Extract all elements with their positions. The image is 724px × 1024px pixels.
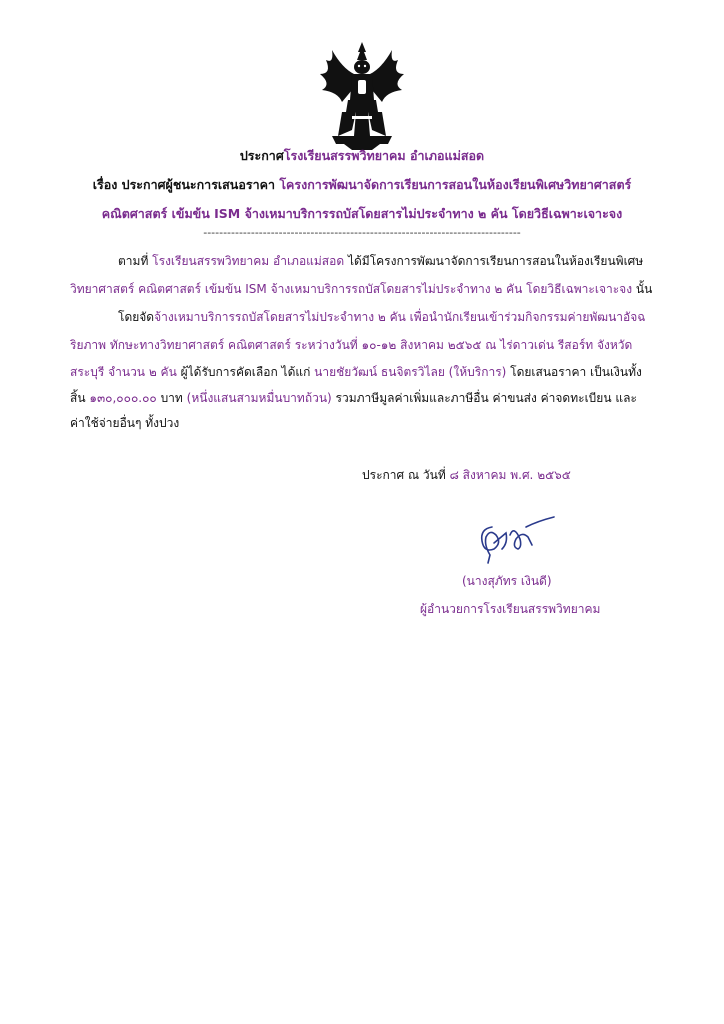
paragraph-2-line-1 [118, 308, 645, 327]
paragraph-2-line-2: ริยภาพ ทักษะทางวิทยาศาสตร์ คณิตศาสตร์ ระหว่างวันที่ ๑๐-๑๒ สิงหาคม ๒๕๖๕ ณ ไร่ดาวเด่น รีสอร์ท จังหวัด [70, 338, 633, 352]
paragraph-1-line-2 [70, 280, 652, 299]
text-span: โดยเสนอราคา เป็นเงินทั้ง [506, 365, 642, 379]
service-description: จ้างเหมาบริการรถบัสโดยสารไม่ประจำทาง ๒ คัน เพื่อนำนักเรียนเข้าร่วมกิจกรรมค่ายพัฒนาอัจฉ [154, 310, 646, 324]
text-span: สิ้น [70, 391, 90, 405]
text-span: ผู้ได้รับการคัดเลือก ได้แก่ [176, 365, 315, 379]
paragraph-2-line-4 [70, 389, 637, 408]
text-span: นั้น [632, 282, 653, 296]
project-name-inline: วิทยาศาสตร์ คณิตศาสตร์ เข้มข้น ISM จ้างเหมาบริการรถบัสโดยสารไม่ประจำทาง ๒ คัน โดยวิธีเฉพาะเจาะจง [70, 282, 633, 296]
subject-label: เรื่อง ประกาศผู้ชนะการเสนอราคา [92, 177, 275, 192]
price-in-words: (หนึ่งแสนสามหมื่นบาทถ้วน) [186, 391, 332, 405]
announcement-date [362, 466, 571, 485]
quantity-text: สระบุรี จำนวน ๒ คัน [70, 365, 177, 379]
school-name: โรงเรียนสรรพวิทยาคม อำเภอแม่สอด [283, 148, 485, 163]
text-span: โดยจัด [118, 310, 155, 324]
subject-project: โครงการพัฒนาจัดการเรียนการสอนในห้องเรียนพิเศษวิทยาศาสตร์ [279, 177, 632, 192]
price-amount: ๑๓๐,๐๐๐.๐๐ [89, 391, 157, 405]
date-value: ๘ สิงหาคม พ.ศ. ๒๕๖๕ [449, 468, 571, 482]
school-name-inline: โรงเรียนสรรพวิทยาคม อำเภอแม่สอด [152, 254, 345, 268]
text-span: ตามที่ [118, 254, 153, 268]
text-span: รวมภาษีมูลค่าเพิ่มและภาษีอื่น ค่าขนส่ง ค่าจดทะเบียน และ [331, 391, 637, 405]
date-label: ประกาศ ณ วันที่ [362, 468, 450, 482]
signature-icon [472, 515, 562, 565]
signer-name: (นางสุภัทร เงินดี) [462, 574, 552, 588]
divider: -------------------------------------------------------------------------------- [203, 226, 521, 239]
paragraph-1-line-1 [118, 252, 643, 271]
paragraph-2-line-5: ค่าใช้จ่ายอื่นๆ ทั้งปวง [70, 416, 180, 430]
signer-title: ผู้อำนวยการโรงเรียนสรรพวิทยาคม [420, 602, 601, 616]
subject-line-2: คณิตศาสตร์ เข้มข้น ISM จ้างเหมาบริการรถบัสโดยสารไม่ประจำทาง ๒ คัน โดยวิธีเฉพาะเจาะจง [101, 206, 623, 221]
text-span: ได้มีโครงการพัฒนาจัดการเรียนการสอนในห้องเรียนพิเศษ [344, 254, 644, 268]
title-prefix: ประกาศ [239, 148, 284, 163]
text-span: บาท [156, 391, 187, 405]
garuda-emblem-icon [312, 40, 412, 152]
announcement-title [20, 146, 704, 166]
subject-line-1 [20, 175, 704, 195]
winner-name: นายชัยวัฒน์ ธนจิตรวิไลย (ให้บริการ) [314, 365, 507, 379]
paragraph-2-line-3 [70, 363, 642, 382]
